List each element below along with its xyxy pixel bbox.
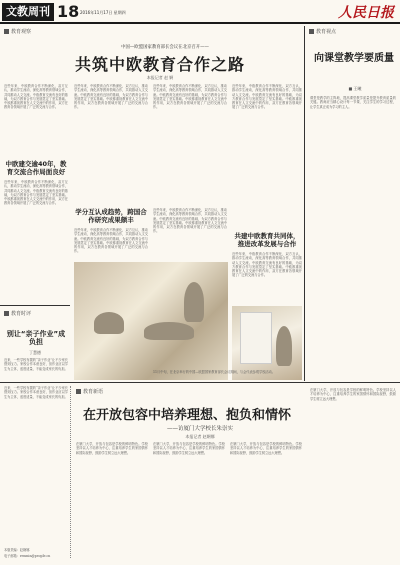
main-body-col-4: 近些年来，中欧教育合作不断深化，双方互认，推动学生流动，深化高等教育领域合作，共同推动人文交流。中欧教育交流有良好的基础，为双方教育合作与发展奠定了坚实基础。中欧都重视教育在人文交流中的作用，双方在教育各领域开展了广泛的交流与合作。 (232, 84, 302, 110)
paper-logo: 人民日报 (338, 5, 394, 21)
section-label-top-left: 教育观察 (4, 28, 31, 35)
main-body-col-3: 近些年来，中欧教育合作不断深化，双方互认，推动学生流动，深化高等教育领域合作，共同推动人文交流。中欧教育交流有良好的基础，为双方教育合作与发展奠定了坚实基础。中欧都重视教育在人文交流中的作用，双方在教育各领域开展了广泛的交流与合作。 (153, 84, 227, 110)
side-byline: ■ 王曦 (348, 86, 362, 91)
photo-figure (144, 322, 194, 340)
photo-caption: 11月中旬，在北京举行的中国—欧盟国家教育部长会议期间，与会代表参观学校活动。 (153, 370, 275, 374)
section-marker-icon (4, 311, 9, 316)
photo-board (240, 312, 272, 364)
footer-editor: 本版责编：赵婀娜 (4, 548, 30, 552)
bottom-body-col-2: 在厦门大学，开放与包容是学校的鲜明特色。学校坚持以人才培养为中心，注重培养学生的家国情怀和国际视野，鼓励学生树立远大理想。 (153, 442, 225, 455)
page-number: 18 (57, 2, 80, 21)
main-body-col-1: 近些年来，中欧教育合作不断深化，双方互认，推动学生流动，深化高等教育领域合作，共同推动人文交流。中欧教育交流有良好的基础，为双方教育合作与发展奠定了坚实基础。中欧都重视教育在人文交流中的作用，双方在教育各领域开展了广泛的交流与合作。 (4, 84, 68, 110)
main-body-col-2b: 近些年来，中欧教育合作不断深化，双方互认，推动学生流动，深化高等教育领域合作，共同推动人文交流。中欧教育交流有良好的基础，为双方教育合作与发展奠定了坚实基础。中欧都重视教育在人文交流中的作用，双方在教育各领域开展了广泛的交流与合作。 (74, 228, 148, 254)
photo-figure (94, 312, 124, 334)
photo-figure (276, 326, 292, 366)
main-subhead-1: 中欧建交逾40年，教育交流合作局面良好 (5, 160, 67, 176)
section-marker-icon (76, 389, 81, 394)
section-divider (0, 382, 400, 383)
side-body: 课堂是教学的主阵地，提高课堂教学质量是提升教育质量的关键。教师应当精心设计每一节课，关注学生的学习过程，让学生真正成为学习的主人。 (310, 96, 396, 109)
column-divider (304, 26, 305, 381)
issue-date: 2016年11月17日 星期四 (80, 10, 126, 15)
main-body-col-1b: 近些年来，中欧教育合作不断深化，双方互认，推动学生流动，深化高等教育领域合作，共同推动人文交流。中欧教育交流有良好的基础，为双方教育合作与发展奠定了坚实基础。中欧都重视教育在人文交流中的作用，双方在教育各领域开展了广泛的交流与合作。 (4, 180, 68, 206)
section-label-side: 教育视点 (309, 28, 336, 35)
commentary-byline: 丁慧德 (29, 350, 41, 355)
main-body-col-4b: 近些年来，中欧教育合作不断深化，双方互认，推动学生流动，深化高等教育领域合作，共同推动人文交流。中欧教育交流有良好的基础，为双方教育合作与发展奠定了坚实基础。中欧都重视教育在人文交流中的作用，双方在教育各领域开展了广泛的交流与合作。 (232, 252, 302, 278)
main-kicker: 中国—欧盟国家教育部长会议在北京召开—— (121, 45, 209, 50)
commentary-body: 近来，一些学校布置的“亲子作业”让不少家长感到压力。家校合作本意良好，但作业应以学生为主体，适度适量，不能变成家长的负担。 (4, 358, 68, 371)
footer-email: 电子邮箱：renmin@people.cn (4, 554, 51, 558)
commentary-body-cont: 近来，一些学校布置的“亲子作业”让不少家长感到压力。家校合作本意良好，但作业应以学生为主体，适度适量，不能变成家长的负担。 (4, 386, 68, 399)
main-photo (74, 262, 228, 380)
bottom-subtitle: ——访厦门大学校长朱崇实 (166, 426, 233, 432)
section-name: 文教周刊 (2, 3, 54, 21)
bottom-headline: 在开放包容中培养理想、抱负和情怀 (82, 408, 291, 423)
main-headline: 共筑中欧教育合作之路 (74, 55, 245, 74)
main-byline: 本报记者 赵 婀 (146, 75, 174, 80)
section-label-bottom: 教育新语 (76, 388, 103, 395)
main-body-col-2: 近些年来，中欧教育合作不断深化，双方互认，推动学生流动，深化高等教育领域合作，共同推动人文交流。中欧教育交流有良好的基础，为双方教育合作与发展奠定了坚实基础。中欧都重视教育在人文交流中的作用，双方在教育各领域开展了广泛的交流与合作。 (74, 84, 148, 110)
commentary-title: 别让“亲子作业”成负担 (6, 330, 66, 346)
bottom-body-col-3: 在厦门大学，开放与包容是学校的鲜明特色。学校坚持以人才培养为中心，注重培养学生的家国情怀和国际视野，鼓励学生树立远大理想。 (230, 442, 302, 455)
main-body-col-3b: 近些年来，中欧教育合作不断深化，双方互认，推动学生流动，深化高等教育领域合作，共同推动人文交流。中欧教育交流有良好的基础，为双方教育合作与发展奠定了坚实基础。中欧都重视教育在人文交流中的作用，双方在教育各领域开展了广泛的交流与合作。 (153, 208, 227, 234)
commentary-divider (0, 305, 70, 306)
photo-figure (184, 282, 204, 322)
bottom-body-col-1: 在厦门大学，开放与包容是学校的鲜明特色。学校坚持以人才培养为中心，注重培养学生的家国情怀和国际视野，鼓励学生树立远大理想。 (76, 442, 148, 455)
secondary-photo (232, 306, 302, 380)
bottom-byline: 本报记者 赵婀娜 (185, 434, 215, 439)
main-subhead-2: 学分互认成趋势，跨国合作研究成果颇丰 (75, 208, 147, 224)
section-marker-icon (4, 29, 9, 34)
side-title: 向课堂教学要质量 (314, 53, 394, 64)
bottom-body-col-4: 在厦门大学，开放与包容是学校的鲜明特色。学校坚持以人才培养为中心，注重培养学生的家国情怀和国际视野，鼓励学生树立远大理想。 (310, 388, 396, 401)
section-label-commentary: 教育时评 (4, 310, 31, 317)
section-marker-icon (309, 29, 314, 34)
main-subhead-3: 共建中欧教育共同体，推进改革发展与合作 (234, 232, 300, 248)
